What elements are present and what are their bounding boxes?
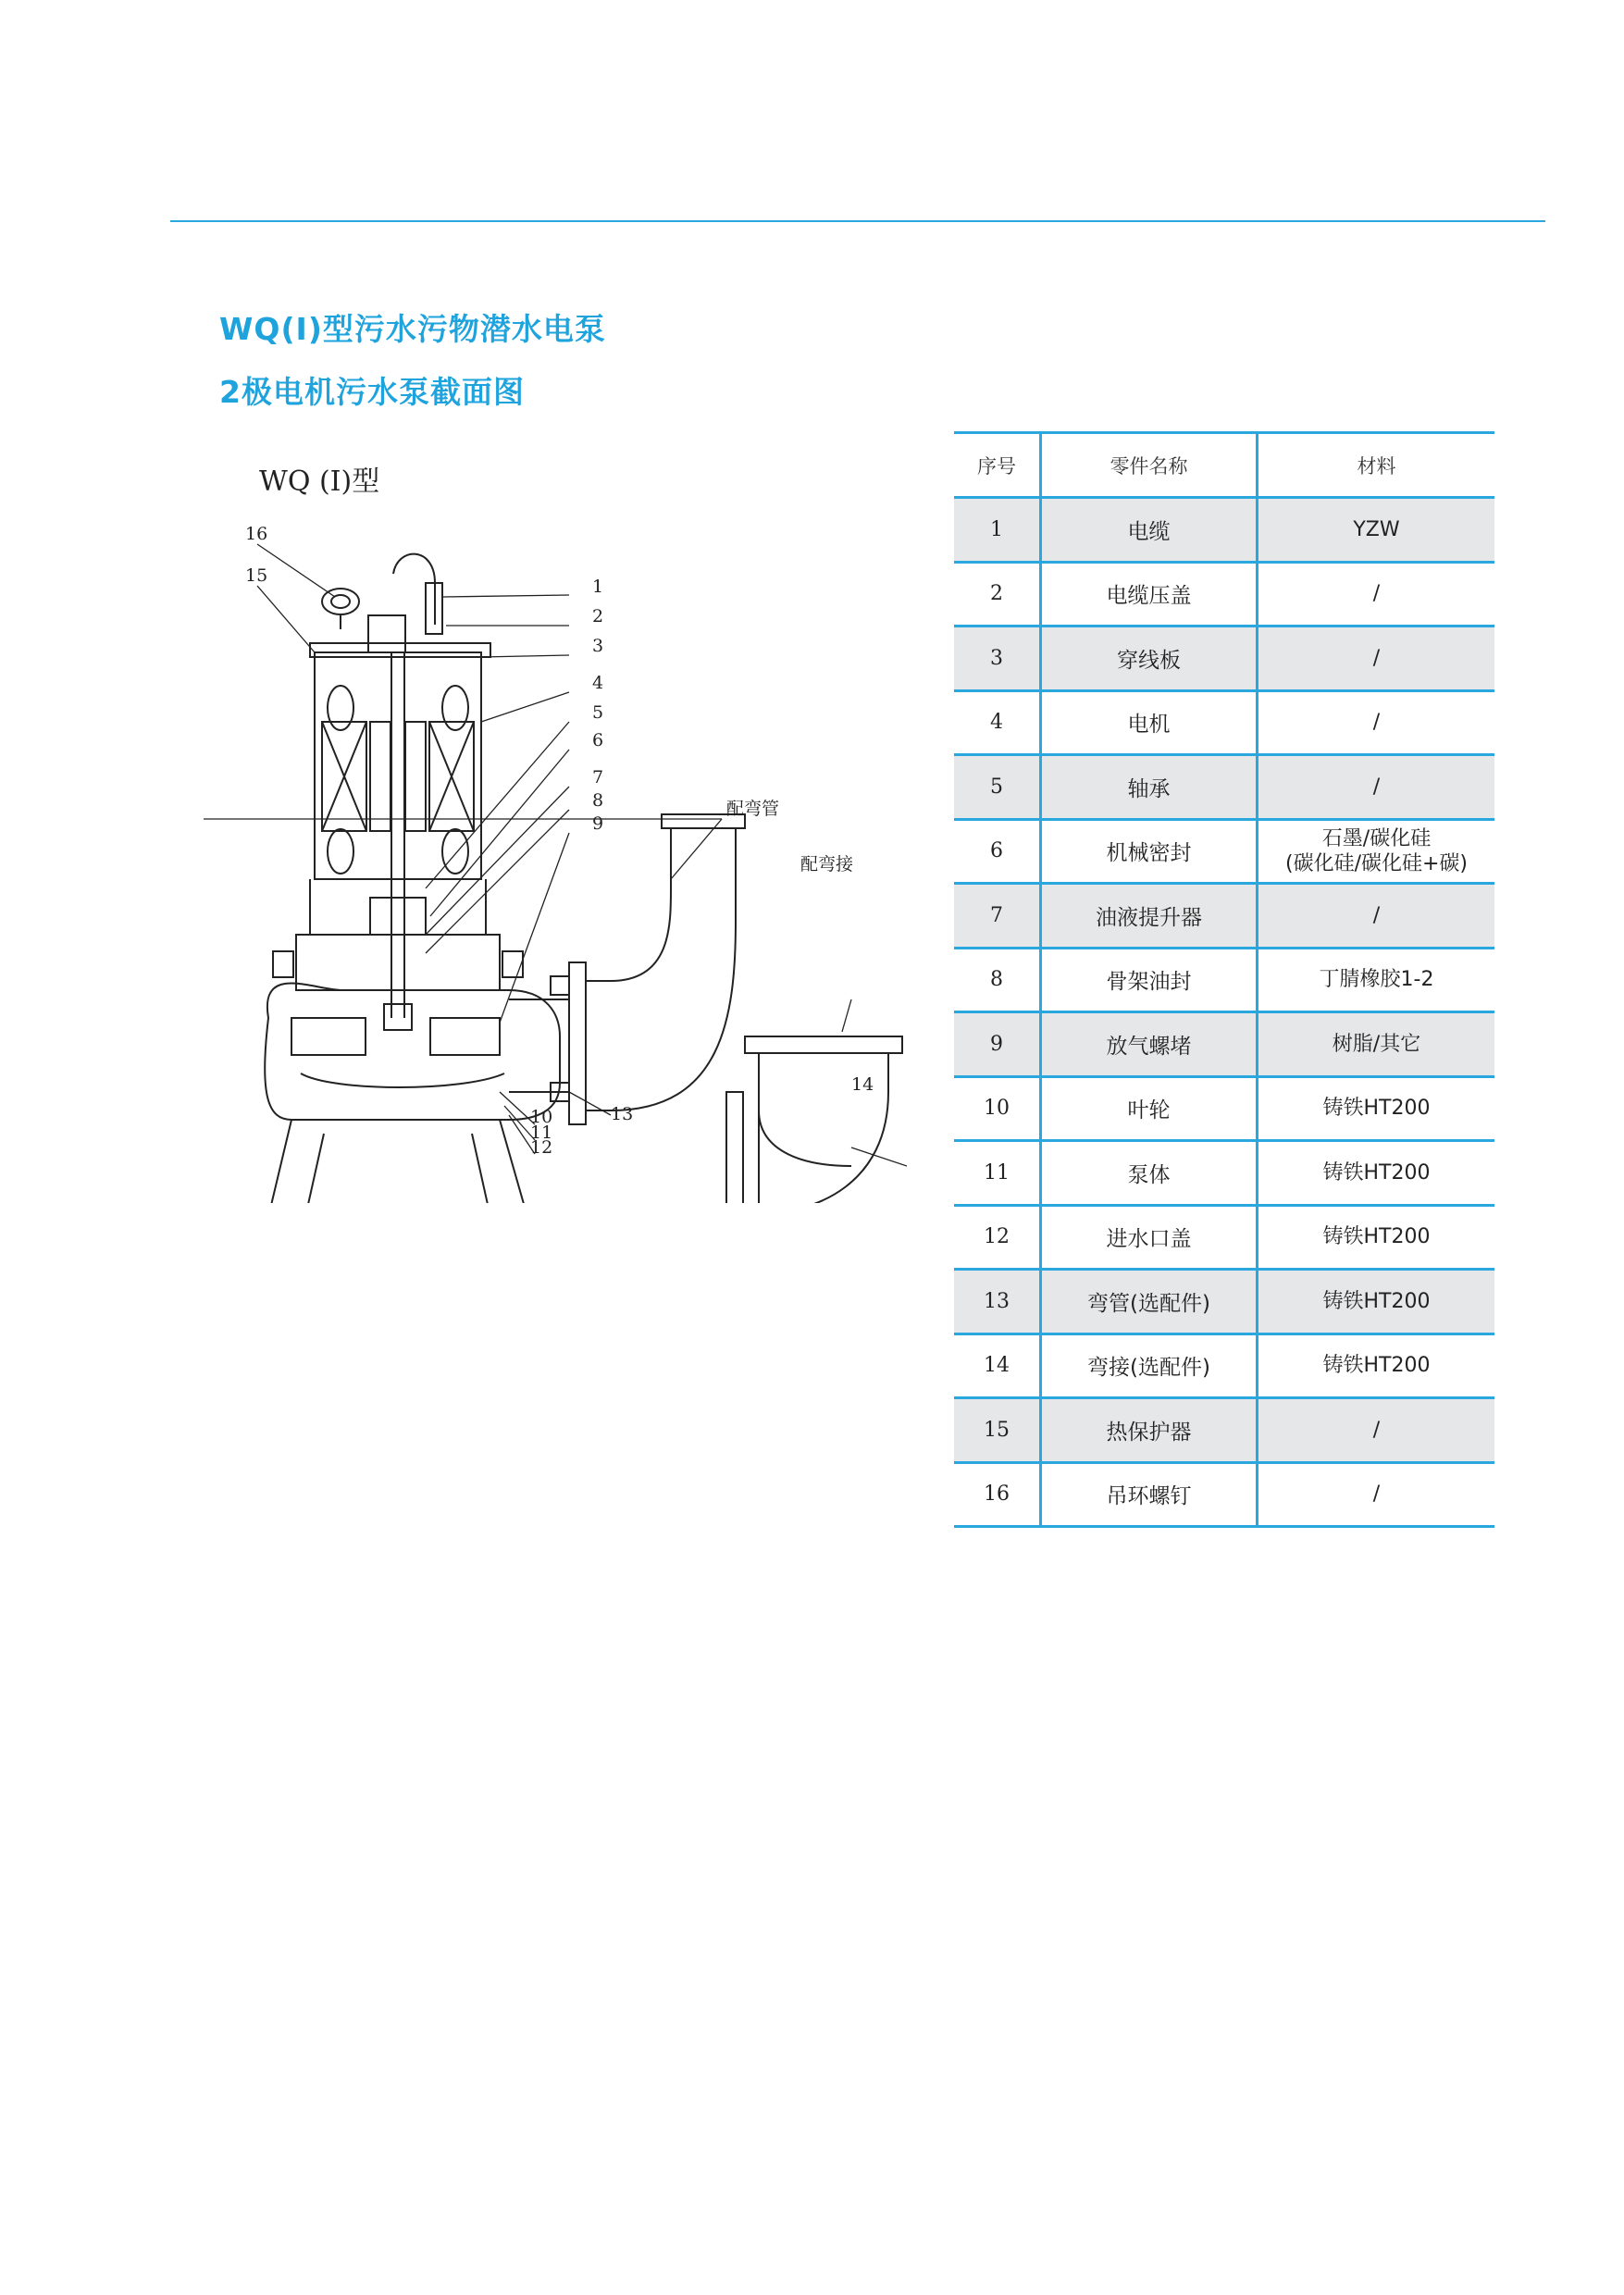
cell-no: 14 [954,1334,1041,1398]
cell-material: / [1372,1418,1381,1442]
callout-5: 5 [592,702,604,723]
header-part-name: 零件名称 [1041,433,1258,498]
header-material: 材料 [1357,454,1396,478]
cell-material: 铸铁HT200 [1322,1097,1431,1121]
table-header-row [954,433,1494,498]
table-row [954,1076,1494,1141]
table-row [954,819,1494,884]
header-no: 序号 [954,433,1041,498]
cell-material: 铸铁HT200 [1322,1354,1431,1378]
cell-no: 6 [954,819,1041,884]
table-row [954,1012,1494,1077]
cell-no: 12 [954,1205,1041,1270]
parts-table [954,431,1494,1528]
cell-material: 铸铁HT200 [1322,1160,1431,1185]
cell-material-line2: (碳化硅/碳化硅+碳) [1284,851,1468,875]
cell-material [1258,819,1495,884]
cell-part-name: 弯接(选配件) [1041,1334,1258,1398]
table-row [954,1205,1494,1270]
callout-12: 12 [530,1137,553,1158]
table-row [954,1398,1494,1463]
cell-part-name: 电机 [1041,690,1258,755]
cell-part-name: 骨架油封 [1041,948,1258,1012]
callout-3: 3 [592,636,604,656]
table-row [954,755,1494,820]
table-row [954,562,1494,626]
callout-15: 15 [245,565,268,586]
cell-no: 2 [954,562,1041,626]
cell-material: / [1372,1482,1381,1507]
table-row [954,948,1494,1012]
page-subtitle: 2极电机污水泵截面图 [219,374,525,410]
table-row [954,498,1494,563]
cell-material: / [1372,903,1381,927]
cell-no: 5 [954,755,1041,820]
pump-body-drawing [241,554,902,1203]
cell-material-line1: 石墨/碳化硅 [1321,826,1432,850]
header-rule [170,220,1545,222]
callout-1: 1 [592,577,604,597]
cell-material: 丁腈橡胶1-2 [1319,968,1434,992]
table-row [954,626,1494,691]
cell-material: / [1372,711,1381,735]
label-elbow-pipe: 配弯管 [726,799,780,819]
cell-no: 11 [954,1141,1041,1206]
cell-material: / [1372,775,1381,799]
cell-no: 4 [954,690,1041,755]
diagram-model-label: WQ (I)型 [259,465,380,498]
cell-part-name: 叶轮 [1041,1076,1258,1141]
cell-material: / [1372,582,1381,606]
cell-part-name: 吊环螺钉 [1041,1462,1258,1527]
table-row [954,884,1494,949]
table-row [954,1141,1494,1206]
cell-no: 3 [954,626,1041,691]
callout-14: 14 [851,1074,874,1095]
table-row [954,1270,1494,1334]
label-elbow-joint: 配弯接 [800,854,854,875]
cell-no: 8 [954,948,1041,1012]
callout-11: 11 [530,1123,553,1143]
cell-no: 7 [954,884,1041,949]
cell-part-name: 电缆 [1041,498,1258,563]
callout-8: 8 [592,790,604,811]
cell-part-name: 热保护器 [1041,1398,1258,1463]
cell-part-name: 泵体 [1041,1141,1258,1206]
cell-material: / [1372,646,1381,670]
cell-material: 铸铁HT200 [1322,1289,1431,1313]
cell-part-name: 放气螺堵 [1041,1012,1258,1077]
cell-no: 1 [954,498,1041,563]
cell-part-name: 电缆压盖 [1041,562,1258,626]
cell-material: 铸铁HT200 [1322,1225,1431,1249]
callout-13: 13 [611,1104,634,1124]
page-title: WQ(I)型污水污物潜水电泵 [219,311,606,347]
cell-part-name: 轴承 [1041,755,1258,820]
cell-part-name: 穿线板 [1041,626,1258,691]
callout-6: 6 [592,730,604,751]
pump-cross-section-diagram [204,444,907,1203]
cell-part-name: 机械密封 [1041,819,1258,884]
callout-16: 16 [245,524,268,544]
cell-material: YZW [1353,517,1400,541]
callout-10: 10 [530,1107,553,1127]
callout-9: 9 [592,813,604,834]
callout-7: 7 [592,767,604,788]
table-row [954,1334,1494,1398]
cell-no: 9 [954,1012,1041,1077]
callout-2: 2 [592,606,604,626]
table-row [954,690,1494,755]
cell-no: 16 [954,1462,1041,1527]
cell-part-name: 进水口盖 [1041,1205,1258,1270]
cell-no: 15 [954,1398,1041,1463]
cell-material: 树脂/其它 [1332,1032,1421,1056]
cell-part-name: 油液提升器 [1041,884,1258,949]
table-row [954,1462,1494,1527]
cell-part-name: 弯管(选配件) [1041,1270,1258,1334]
callout-4: 4 [592,673,604,693]
cell-no: 13 [954,1270,1041,1334]
cell-no: 10 [954,1076,1041,1141]
